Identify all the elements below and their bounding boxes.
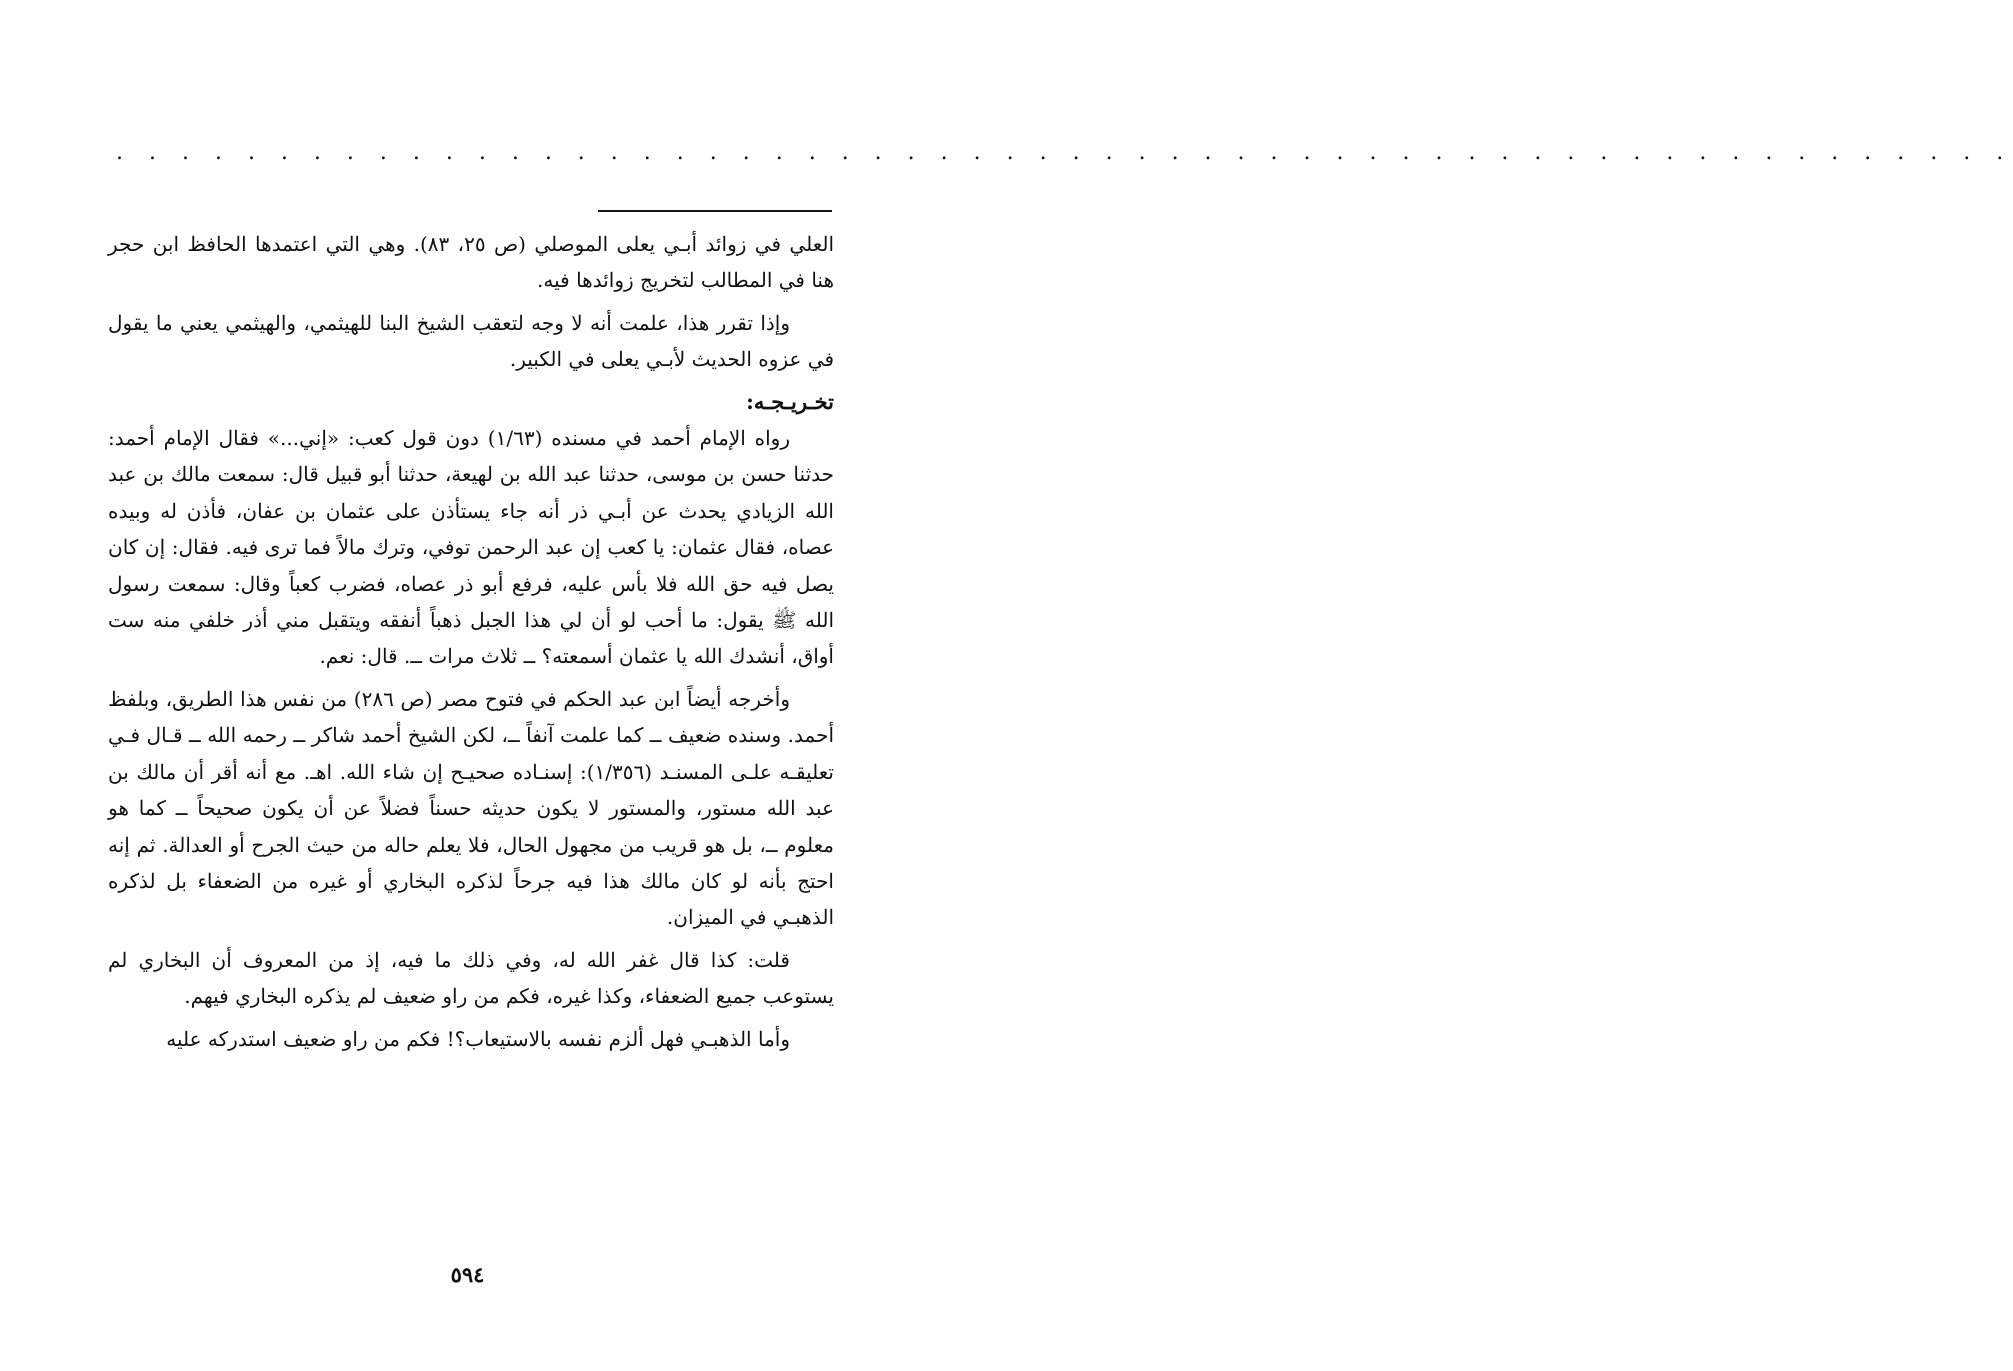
section-heading-takhrij: تخـريـجـه: (746, 388, 834, 414)
paragraph-conclusion: وإذا تقرر هذا، علمت أنه لا وجه لتعقب الشيخ البنا للهيثمي، والهيثمي يعني ما يقول في عزوه الحديث لأبـي يعلى في الكبير. (108, 310, 834, 372)
paragraph-qultu: قلت: كذا قال غفر الله له، وفي ذلك ما فيه، إذ من المعروف أن البخاري لم يستوعب جميع الضعفاء، وكذا غيره، فكم من راو ضعيف لم يذكره البخاري فيهم. (108, 947, 834, 1009)
paragraph-musnad-ahmad: رواه الإمام أحمد في مسنده (١/٦٣) دون قول كعب: «إني...» فقال الإمام أحمد: حدثنا حسن بن موسى، حدثنا عبد الله بن لهيعة، حدثنا أبو قبيل قال: سمعت مالك بن عبد الله الزيادي يحدث عن أبـي ذر أنه جاء يستأذن على عثمان بن عفان، فأذن له وبيده عصاه، فقال عثمان: يا كعب إن عبد الرحمن توفي، وترك مالاً فما ترى فيه. فقال: إن كان يصل فيه حق الله فلا بأس عليه، فرفع أبو ذر عصاه، فضرب كعباً وقال: سمعت رسول الله ﷺ يقول: ما أحب لو أن لي هذا الجبل ذهباً أنفقه ويتقبل مني أذر خلفي منه ست أواق، أنشدك الله يا عثمان أسمعته؟ ــ ثلاث مرات ــ. قال: نعم. (108, 426, 834, 669)
footnote-rule (598, 210, 832, 212)
page-body (108, 226, 834, 1057)
paragraph-futuh-misr: وأخرجه أيضاً ابن عبد الحكم في فتوح مصر (ص ٢٨٦) من نفس هذا الطريق، وبلفظ أحمد. وسنده ضعيف ــ كما علمت آنفاً ــ، لكن الشيخ أحمد شاكر ــ رحمه الله ــ قـال فـي تعليقـه علـى المسنـد (١/٣٥٦): إسنـاده صحيـح إن شاء الله. اهـ. مع أنه أقر أن مالك بن عبد الله مستور، والمستور لا يكون حديثه حسناً فضلاً عن أن يكون صحيحاً ــ كما هو معلوم ــ، بل هو قريب من مجهول الحال، فلا يعلم حاله من حيث الجرح أو العدالة. ثم إنه احتج بأنه لو كان مالك هذا فيه جرحاً لذكره البخاري أو غيره من الضعفاء بل لذكره الذهبـي في الميزان. (108, 686, 834, 930)
page-number: ٥٩٤ (450, 1262, 485, 1287)
footnote-continuation: العلي في زوائد أبـي يعلى الموصلي (ص ٢٥، ٨٣). وهي التي اعتمدها الحافظ ابن حجر هنا في المطالب لتخريج زوائدها فيه. (108, 232, 834, 293)
paragraph-dhahabi: وأما الذهبـي فهل ألزم نفسه بالاستيعاب؟! فكم من راو ضعيف استدركه عليه (166, 1026, 790, 1051)
dotted-separator: . . . . . . . . . . . . . . . . . . . . . . . . . . . . . . . . . . . . . . . . . . . . . . . . . . . . . . . . . . (116, 140, 2013, 165)
